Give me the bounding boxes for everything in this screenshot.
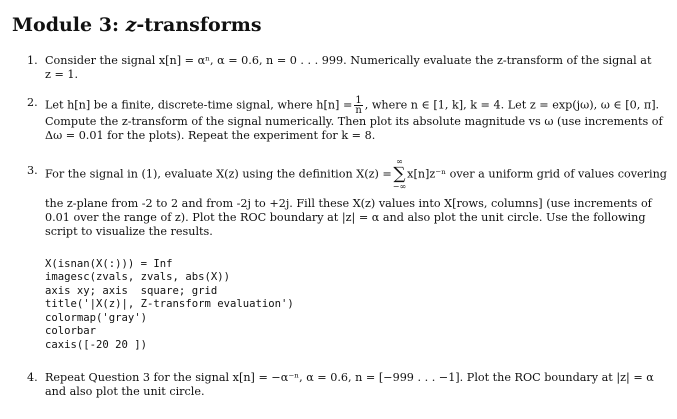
page-title (12, 14, 262, 36)
fraction (354, 96, 362, 115)
fraction-denominator: n (355, 105, 362, 116)
question-number: 2. (27, 96, 38, 109)
question-2-text-a: Let h[n] be a finite, discrete-time signal, where h[n] = (45, 98, 353, 112)
code-line: imagesc(zvals, zvals, abs(X)) (45, 271, 230, 283)
matlab-script (45, 244, 294, 366)
code-line: X(isnan(X(:))) = Inf (45, 257, 173, 270)
question-4-line-1: Repeat Question 3 for the signal x[n] = −α⁻ⁿ, α = 0.6, n = [−999 . . . −1]. Plot the ROC boundary at |z| = α (45, 371, 654, 384)
summation-lower: −∞ (392, 182, 407, 191)
question-1-line-1: Consider the signal x[n] = αⁿ, α = 0.6, n = 0 . . . 999. Numerically evaluate the z-transform of the signal at (45, 54, 652, 67)
question-3-text-b: x[n]z⁻ⁿ over a uniform grid of values covering (407, 167, 667, 181)
question-2-line-2: Compute the z-transform of the signal numerically. Then plot its absolute magnitude vs ω (use increments of (45, 115, 663, 128)
code-line: colorbar (45, 325, 97, 337)
question-2-line-1 (45, 96, 673, 115)
question-1-line-2: z = 1. (45, 68, 79, 81)
code-line: axis xy; axis square; grid (45, 284, 218, 297)
summation-sign: ∑ (393, 164, 406, 184)
question-2-line-3: Δω = 0.01 for the plots). Repeat the experiment for k = 8. (45, 129, 376, 142)
code-line: title('|X(z)|, Z-transform evaluation') (45, 298, 294, 310)
question-3-line-3: 0.01 over the range of z). Plot the ROC boundary at |z| = α and also plot the unit circle. Use the following (45, 211, 646, 224)
title-suffix: -transforms (136, 14, 262, 36)
title-prefix: Module 3: (12, 14, 126, 36)
question-3-line-2: the z-plane from -2 to 2 and from -2j to +2j. Fill these X(z) values into X[rows, columns] (use increments of (45, 197, 652, 210)
question-2-text-b: , where n ∈ [1, k], k = 4. Let z = exp(jω), ω ∈ [0, π]. (364, 98, 660, 112)
question-3-line-4: script to visualize the results. (45, 225, 213, 238)
question-number: 4. (27, 371, 38, 384)
code-line: colormap('gray') (45, 311, 148, 324)
title-variable: z (125, 14, 137, 36)
summation-upper: ∞ (396, 157, 403, 166)
code-line: caxis([-20 20 ]) (45, 338, 148, 351)
question-4-line-2: and also plot the unit circle. (45, 385, 205, 398)
question-number: 1. (27, 54, 38, 67)
question-number: 3. (27, 164, 38, 177)
summation (393, 158, 406, 191)
fraction-numerator: 1 (355, 95, 362, 106)
question-3-line-1 (45, 158, 673, 191)
question-3-text-a: For the signal in (1), evaluate X(z) using the definition X(z) = (45, 167, 392, 181)
